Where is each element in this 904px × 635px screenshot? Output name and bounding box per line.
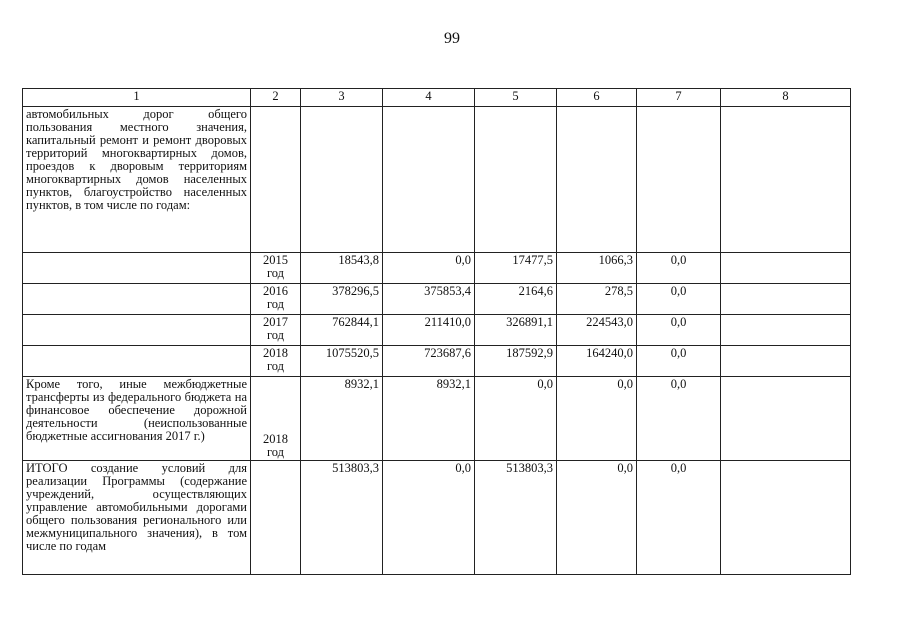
cell-col6 (557, 107, 637, 253)
column-header-3: 3 (301, 89, 383, 107)
table-row (23, 377, 851, 461)
cell-col6: 1066,3 (557, 253, 637, 284)
cell-col5: 0,0 (475, 377, 557, 461)
cell-col4: 723687,6 (383, 346, 475, 377)
row-description (23, 284, 251, 315)
budget-table (22, 88, 851, 575)
cell-col4: 8932,1 (383, 377, 475, 461)
cell-col5 (475, 107, 557, 253)
column-header-2: 2 (251, 89, 301, 107)
cell-col4: 375853,4 (383, 284, 475, 315)
cell-col6: 0,0 (557, 461, 637, 575)
row-year: 2018 год (251, 377, 301, 461)
cell-col3: 762844,1 (301, 315, 383, 346)
row-description (23, 253, 251, 284)
cell-col5: 2164,6 (475, 284, 557, 315)
cell-col8 (721, 107, 851, 253)
row-year (251, 461, 301, 575)
row-year: 2015 год (251, 253, 301, 284)
row-description: Кроме того, иные межбюджетные трансферты из федерального бюджета на финансовое обеспечение дорожной деятельности (неиспользованные бюджетные ассигнования 2017 г.) (23, 377, 251, 461)
cell-col8 (721, 315, 851, 346)
cell-col5: 513803,3 (475, 461, 557, 575)
row-description (23, 315, 251, 346)
row-year: 2016 год (251, 284, 301, 315)
cell-col5: 326891,1 (475, 315, 557, 346)
page-number: 99 (444, 30, 460, 47)
column-header-1: 1 (23, 89, 251, 107)
cell-col3: 378296,5 (301, 284, 383, 315)
table-row (23, 253, 851, 284)
cell-col4: 211410,0 (383, 315, 475, 346)
table-row (23, 107, 851, 253)
cell-col7 (637, 107, 721, 253)
column-header-4: 4 (383, 89, 475, 107)
row-description: автомобильных дорог общего пользования местного значения, капитальный ремонт и ремонт дворовых территорий многоквартирных домов, проездов к дворовым территориям многоквартирных домов населенных пунктов, благоустройство населенных пунктов, в том числе по годам: (23, 107, 251, 253)
cell-col7: 0,0 (637, 284, 721, 315)
cell-col7: 0,0 (637, 315, 721, 346)
cell-col4 (383, 107, 475, 253)
column-header-8: 8 (721, 89, 851, 107)
table-row (23, 284, 851, 315)
row-year: 2018 год (251, 346, 301, 377)
cell-col4: 0,0 (383, 253, 475, 284)
row-description: ИТОГО создание условий для реализации Программы (содержание учреждений, осуществляющих управление автомобильными дорогами общего пользования регионального или межмуниципального значения), в том числе по годам (23, 461, 251, 575)
table-row (23, 461, 851, 575)
table-row (23, 315, 851, 346)
row-year (251, 107, 301, 253)
cell-col5: 187592,9 (475, 346, 557, 377)
cell-col8 (721, 346, 851, 377)
row-year: 2017 год (251, 315, 301, 346)
cell-col8 (721, 377, 851, 461)
column-header-7: 7 (637, 89, 721, 107)
cell-col8 (721, 284, 851, 315)
cell-col7: 0,0 (637, 377, 721, 461)
column-header-6: 6 (557, 89, 637, 107)
cell-col7: 0,0 (637, 346, 721, 377)
cell-col3: 18543,8 (301, 253, 383, 284)
cell-col4: 0,0 (383, 461, 475, 575)
cell-col6: 278,5 (557, 284, 637, 315)
cell-col3: 8932,1 (301, 377, 383, 461)
cell-col3 (301, 107, 383, 253)
cell-col8 (721, 253, 851, 284)
cell-col6: 164240,0 (557, 346, 637, 377)
cell-col8 (721, 461, 851, 575)
table-header-row (23, 89, 851, 107)
cell-col3: 513803,3 (301, 461, 383, 575)
cell-col6: 224543,0 (557, 315, 637, 346)
cell-col7: 0,0 (637, 253, 721, 284)
cell-col7: 0,0 (637, 461, 721, 575)
column-header-5: 5 (475, 89, 557, 107)
row-description (23, 346, 251, 377)
cell-col5: 17477,5 (475, 253, 557, 284)
cell-col3: 1075520,5 (301, 346, 383, 377)
cell-col6: 0,0 (557, 377, 637, 461)
table-row (23, 346, 851, 377)
